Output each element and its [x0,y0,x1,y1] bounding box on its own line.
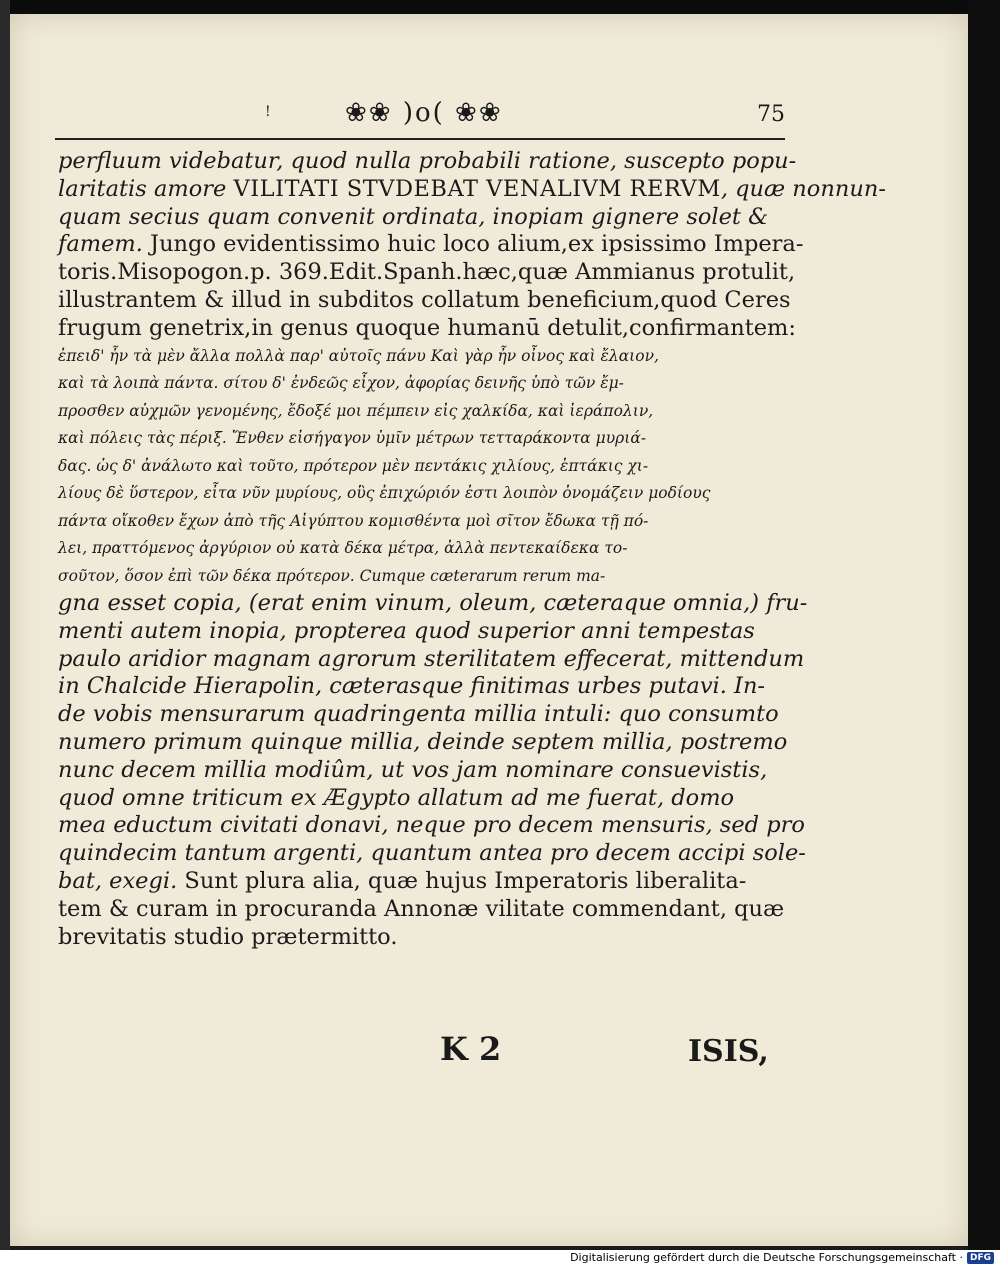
credit-line [570,1251,994,1264]
text-line [58,701,780,729]
text-run: perfluum videbatur, quod nulla probabili ratione, suscepto popu- [58,148,797,174]
text-run: πάντα οἴκοθεν ἔχων ἀπὸ τῆς Αἰγύπτου κομισθέντα μοὶ σῖτον ἔδωκα τῇ πό- [58,511,649,530]
header-ornament: ❀❀ )o( ❀❀ [345,98,503,128]
text-run: quam secius quam convenit ordinata, inopiam gignere solet & [58,203,769,230]
text-line [58,840,806,868]
text-line [58,535,780,563]
text-line [58,785,780,813]
text-run: σοῦτον, ὅσον ἐπὶ τῶν δέκα πρότερον. [58,566,360,585]
header-mark: ! [265,104,271,120]
text-line [58,148,797,176]
text-line [58,314,796,343]
text-line [58,757,780,785]
text-line [58,398,780,426]
text-run: de vobis mensurarum quadringenta millia intuli: quo consumto [58,701,779,728]
text-line [58,259,796,287]
text-run: illustrantem & illud in subditos collatum beneficium,quod Ceres [58,286,791,313]
text-run: bat, exegi. [58,868,178,895]
text-run: frugum genetrix,in genus quoque humanū detulit,confirmantem: [58,314,796,341]
text-line [58,868,780,896]
text-run: mea eductum civitati donavi, neque pro decem mensuris, sed pro [58,812,805,839]
text-line [58,480,780,508]
text-run: καὶ τὰ λοιπὰ πάντα. σίτου δ' ἐνδεῶς εἶχον, ἀφορίας δεινῆς ὑπὸ τῶν ἔμ- [58,374,624,393]
text-run: λει, πραττόμενος ἀργύριον οὐ κατὰ δέκα μέτρα, ἀλλὰ πεντεκαίδεκα το- [58,539,628,558]
text-line [58,924,780,952]
text-line [58,618,780,646]
credit-bar [0,1250,1000,1268]
scan-frame-top [0,0,1000,14]
text-run: numero primum quinque millia, deinde septem millia, postremo [58,729,788,756]
text-line [58,895,785,924]
scan-frame-right [968,0,1000,1250]
page-number: 75 [757,102,785,127]
text-run: in Chalcide Hierapolin, cæterasque finitimas urbes putavi. In- [58,673,766,700]
header-rule [55,138,785,140]
text-line [58,563,780,591]
text-run: VILITATI STVDEBAT VENALIVM RERVM [233,175,721,202]
body-text [58,148,886,951]
text-line [58,204,780,232]
text-run: famem. [58,231,143,258]
text-line [58,425,780,453]
text-run: Sunt plura alia, quæ hujus Imperatoris liberalita- [177,868,747,895]
text-run: , quæ nonnun- [720,175,886,202]
text-run: nunc decem millia modiûm, ut vos jam nominare consuevistis, [58,756,768,783]
text-run: quindecim tantum argenti, quantum antea pro decem accipi sole- [58,840,806,867]
signature-mark: K 2 [440,1030,502,1068]
credit-text: Digitalisierung gefördert durch die Deutsche Forschungsgemeinschaft · [570,1251,963,1264]
text-line [58,175,886,204]
text-line [58,508,780,536]
text-run: tem & curam in procuranda Annonæ vilitate commendant, quæ [58,895,785,922]
text-run: λίους δὲ ὕστερον, εἶτα νῦν μυρίους, οὓς ἐπιχώριόν ἐστι λοιπὸν ὀνομάζειν μοδίους [58,484,711,503]
text-line [58,645,805,674]
text-line [58,590,808,618]
running-header [55,96,785,136]
text-line [58,370,780,398]
text-line [58,343,780,371]
catchword: ISIS, [688,1034,769,1069]
text-line [58,453,780,481]
text-run: gna esset copia, (erat enim vinum, oleum, cæteraque omnia,) fru- [58,590,808,617]
dfg-logo: DFG [967,1252,994,1264]
text-run: brevitatis studio prætermitto. [58,923,398,950]
text-run: ἐπειδ' ἦν τὰ μὲν ἄλλα πολλὰ παρ' αὐτοῖς πάνυ Καὶ γὰρ ἦν οἶνος καὶ ἔλαιον, [58,346,659,365]
text-line [58,729,788,757]
text-line [58,673,780,701]
text-run: δας. ὡς δ' ἀνάλωτο καὶ τοῦτο, πρότερον μὲν πεντάκις χιλίους, ἑπτάκις χι- [58,456,649,475]
text-run: quod omne triticum ex Ægypto allatum ad me fuerat, domo [58,784,735,811]
text-line [58,231,804,259]
text-run: paulo aridior magnam agrorum sterilitatem effecerat, mittendum [58,645,805,672]
text-run: Jungo evidentissimo huic loco alium,ex ipsissimo Impera- [142,231,804,258]
text-run: menti autem inopia, propterea quod superior anni tempestas [58,617,755,644]
text-run: προσθεν αὐχμῶν γενομένης, ἔδοξέ μοι πέμπειν εἰς χαλκίδα, καὶ ἱεράπολιν, [58,401,654,420]
scan-frame-left [0,0,10,1250]
text-line [58,812,805,840]
text-run: laritatis amore [58,175,234,202]
text-run: Cumque cæterarum rerum ma- [359,566,606,585]
text-line [58,286,791,315]
text-run: καὶ πόλεις τὰς πέριξ. Ἔνθεν εἰσήγαγον ὑμῖν μέτρων τετταράκοντα μυριά- [58,429,647,448]
text-run: toris.Misopogon.p. 369.Edit.Spanh.hæc,quæ Ammianus protulit, [58,259,796,286]
